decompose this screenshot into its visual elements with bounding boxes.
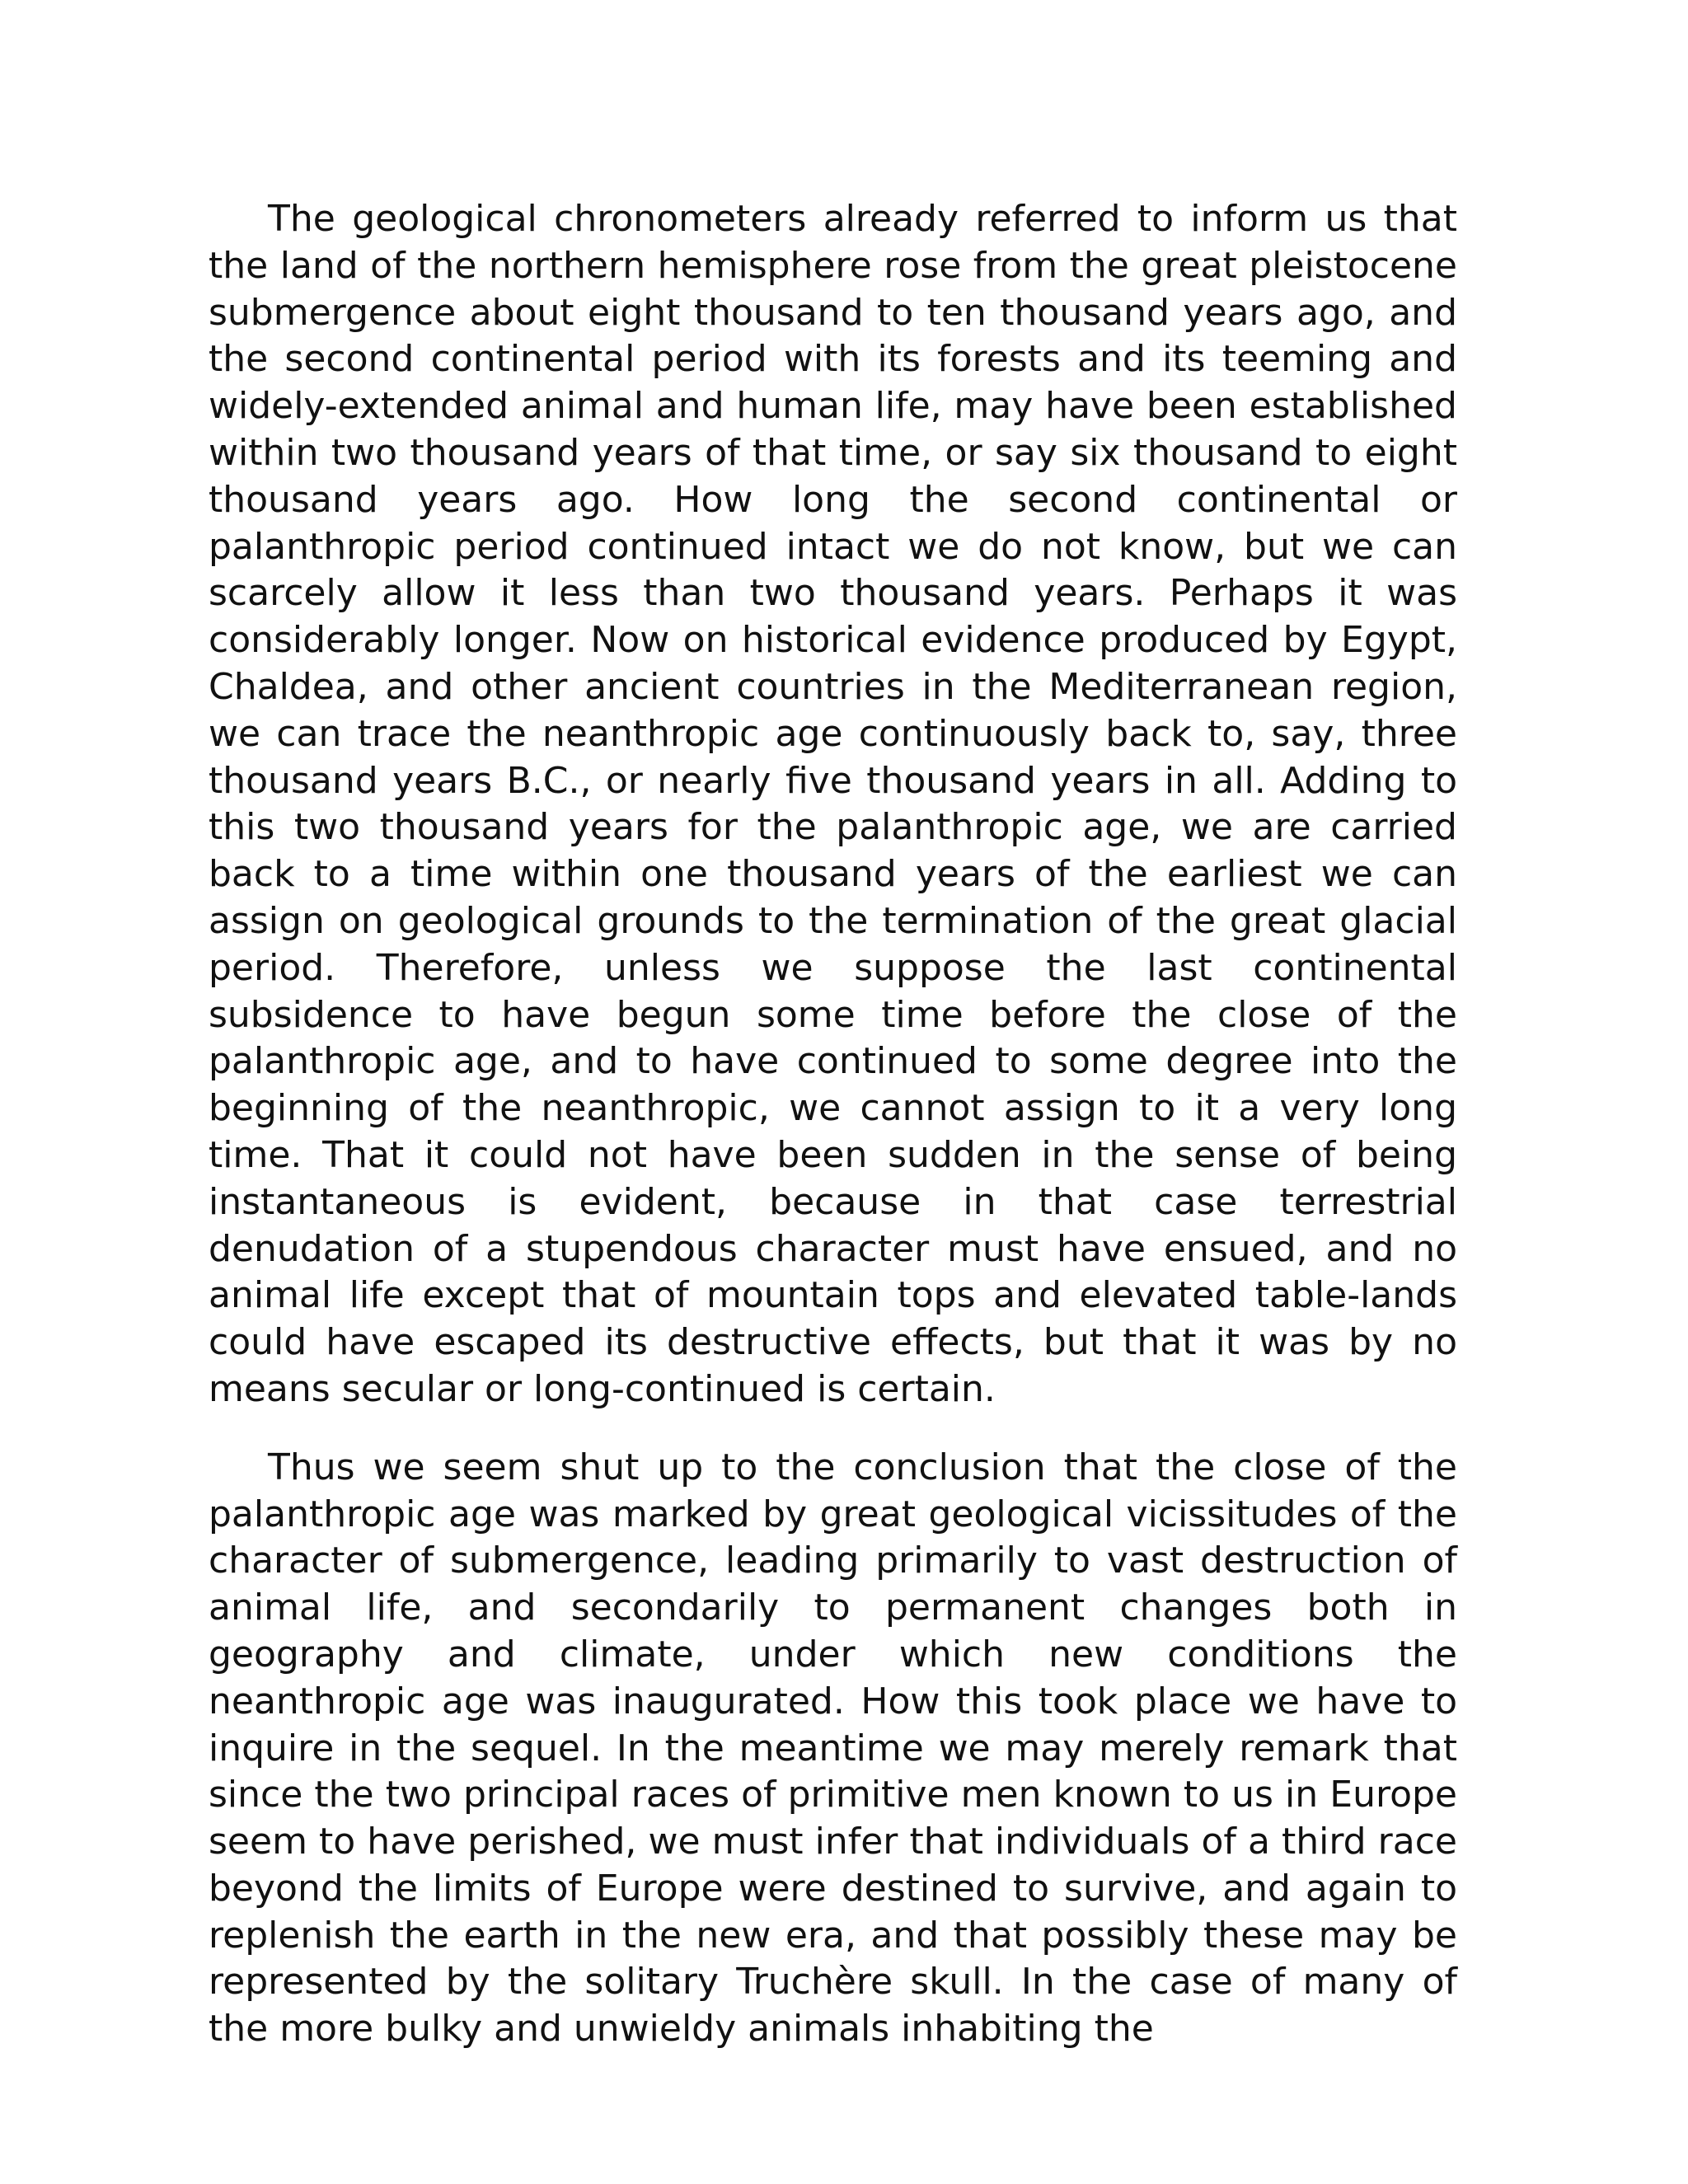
body-text	[209, 196, 1457, 2053]
paragraph-1: The geological chronometers already referred to inform us that the land of the northern hemisphere rose from the great pleistocene submergence about eight thousand to ten thousand years ago, and the second continental period with its forests and its teeming and widely-extended animal and human life, may have been established within two thousand years of that time, or say six thousand to eight thousand years ago. How long the second continental or palanthropic period continued intact we do not know, but we can scarcely allow it less than two thousand years. Perhaps it was considerably longer. Now on historical evidence produced by Egypt, Chaldea, and other ancient countries in the Mediterranean region, we can trace the neanthropic age continuously back to, say, three thousand years B.C., or nearly five thousand years in all. Adding to this two thousand years for the palanthropic age, we are carried back to a time within one thousand years of the earliest we can assign on geological grounds to the termination of the great glacial period. Therefore, unless we suppose the last continental subsidence to have begun some time before the close of the palanthropic age, and to have continued to some degree into the beginning of the neanthropic, we cannot assign to it a very long time. That it could not have been sudden in the sense of being instantaneous is evident, because in that case terrestrial denudation of a stupendous character must have ensued, and no animal life except that of mountain tops and elevated table-lands could have escaped its destructive effects, but that it was by no means secular or long-continued is certain.	[209, 198, 1457, 1410]
paragraph-2: Thus we seem shut up to the conclusion that the close of the palanthropic age was marked by great geological vicissitudes of the character of submergence, leading primarily to vast destruction of animal life, and secondarily to permanent changes both in geography and climate, under which new conditions the neanthropic age was inaugurated. How this took place we have to inquire in the sequel. In the meantime we may merely remark that since the two principal races of primitive men known to us in Europe seem to have perished, we must infer that individuals of a third race beyond the limits of Europe were destined to survive, and again to replenish the earth in the new era, and that possibly these may be represented by the solitary Truchère skull. In the case of many of the more bulky and unwieldy animals inhabiting the	[209, 1446, 1457, 2050]
